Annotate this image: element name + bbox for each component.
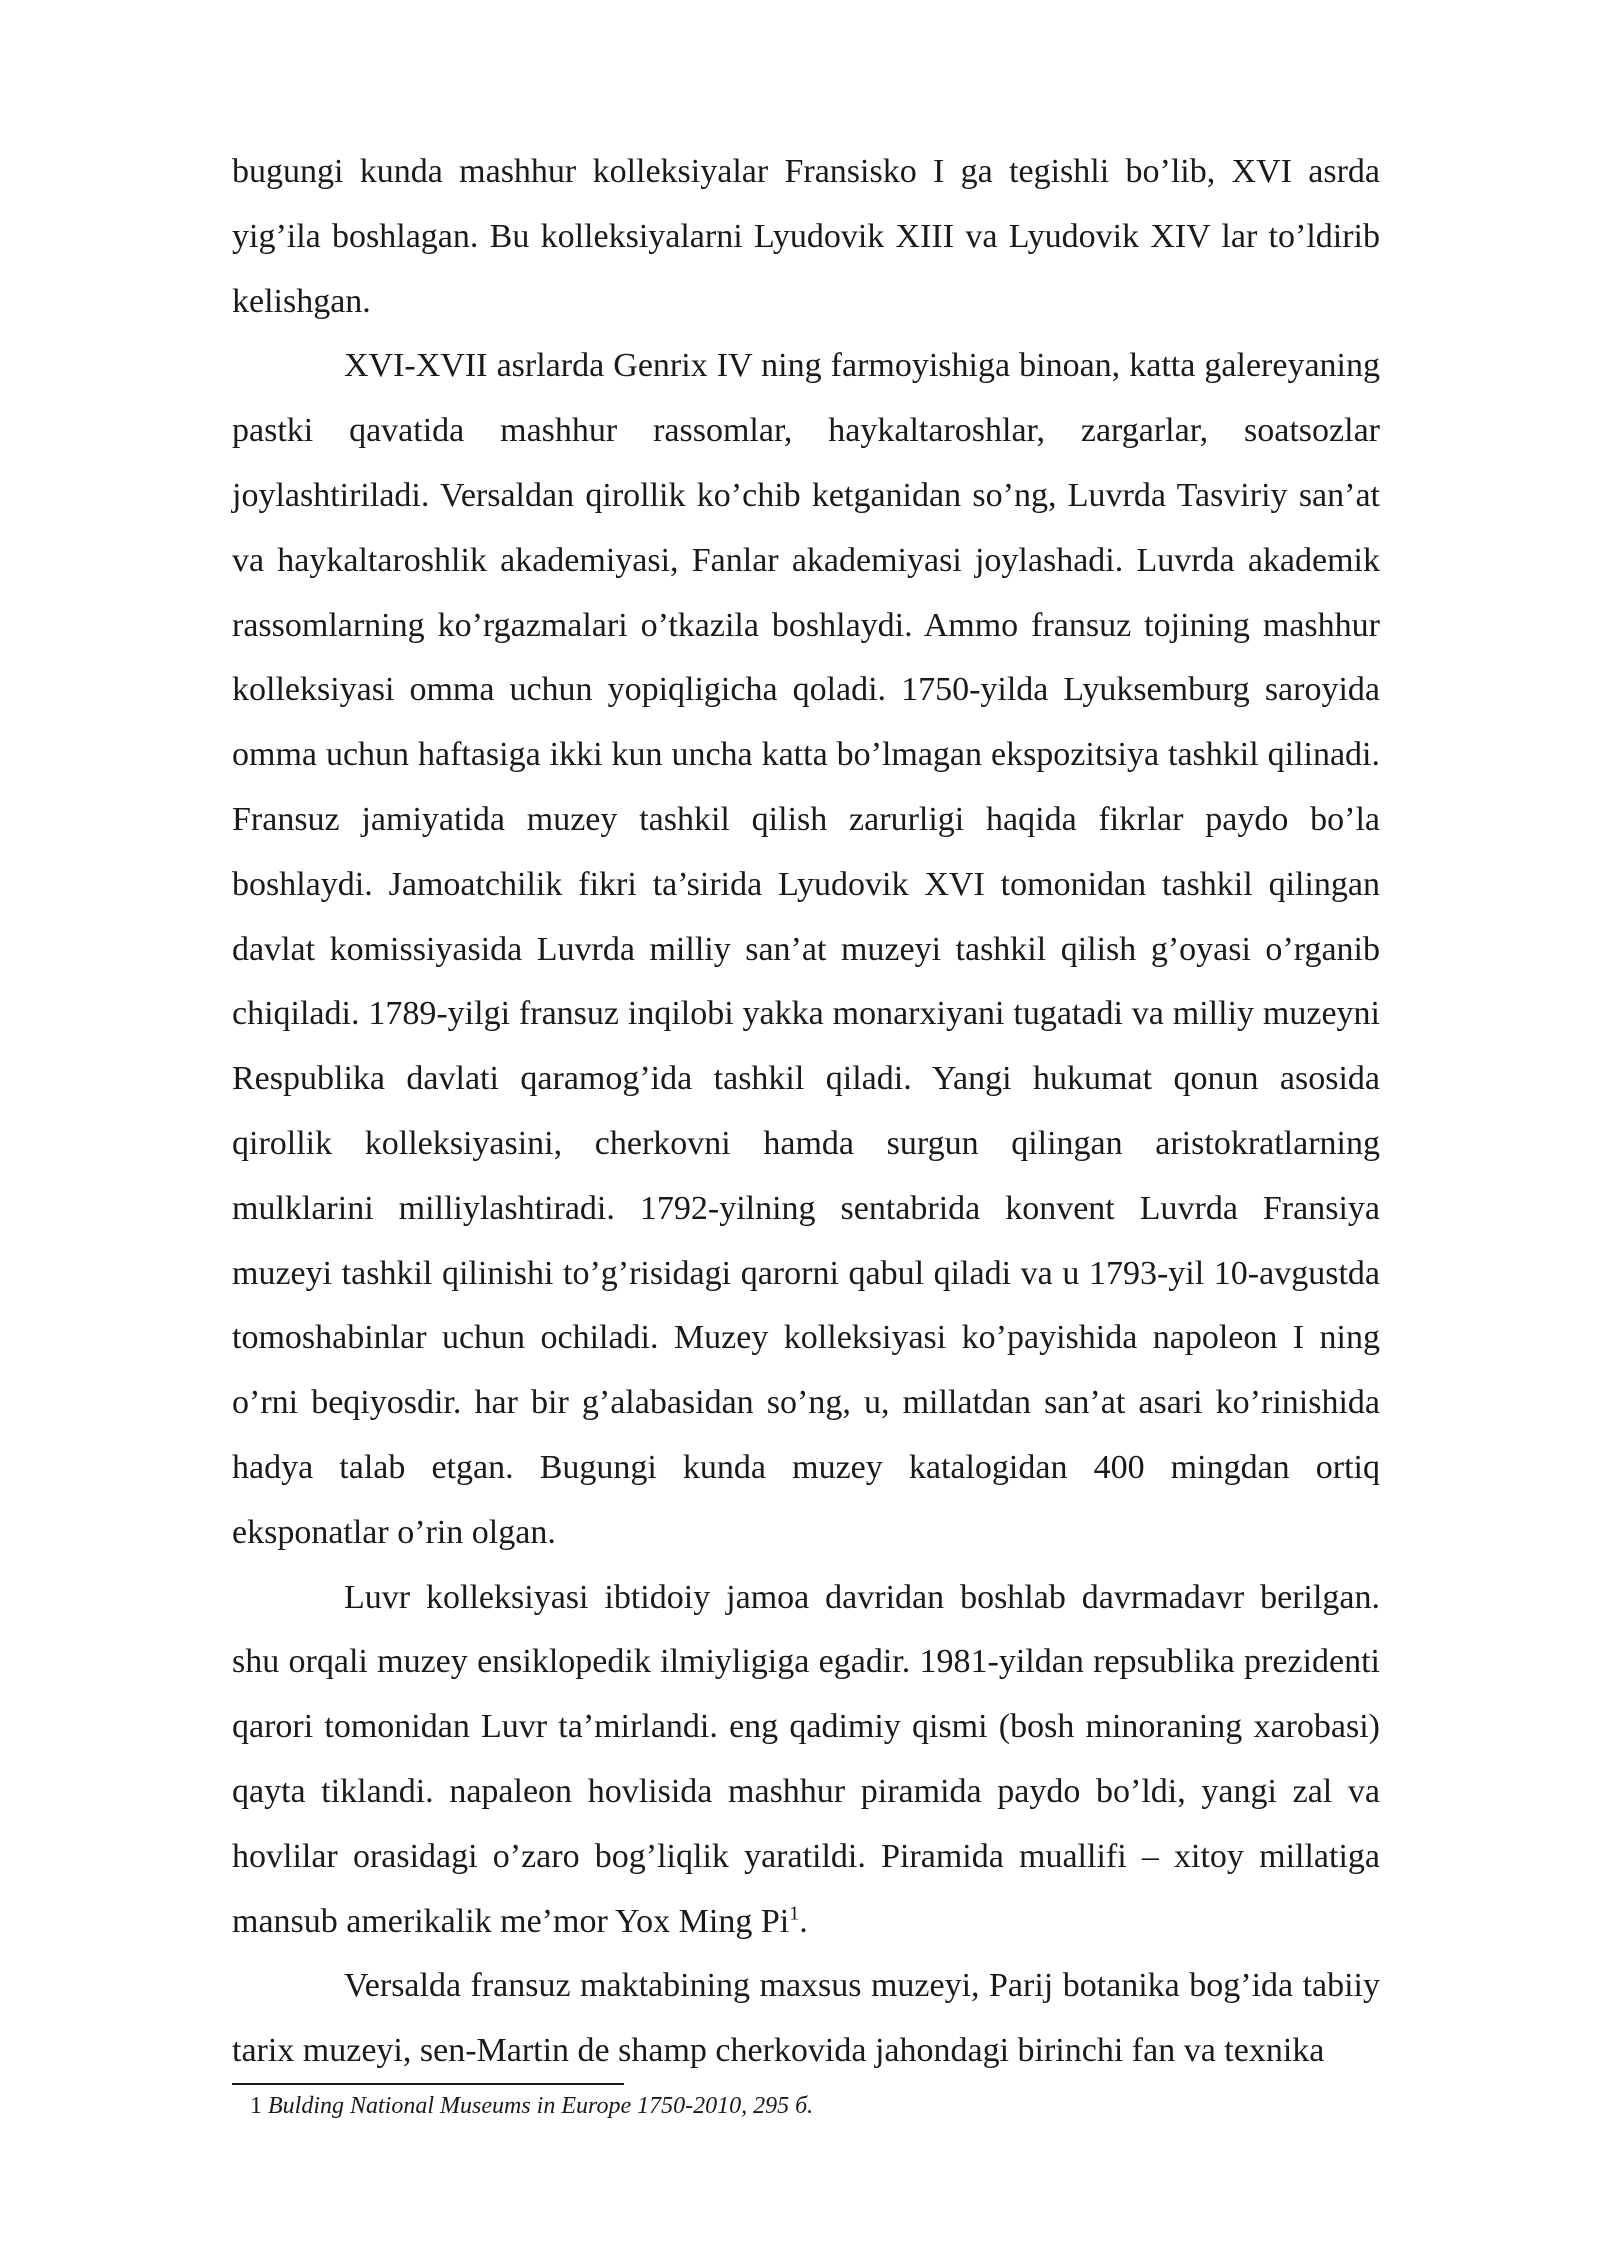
paragraph-2 [232,334,1380,1565]
paragraph-3 [232,1566,1380,1955]
footnote-separator [232,2083,624,2085]
footnote [250,2090,813,2122]
paragraph-1-text: bugungi kunda mashhur kolleksiyalar Fransisko I ga tegishli bo’lib, XVI asrda yig’ila boshlagan. Bu kolleksiyalarni Lyudovik XIII va Lyudovik XIV lar to’ldirib kelishgan. [232,153,1380,320]
document-body [232,140,1380,2084]
paragraph-2-text: XVI-XVII asrlarda Genrix IV ning farmoyishiga binoan, katta galereyaning pastki qavatida mashhur rassomlar, haykaltaroshlar, zargarlar, soatsozlar joylashtiriladi. Versaldan qirollik ko’chib ketganidan so’ng, Luvrda Tasviriy san’at va haykaltaroshlik akademiyasi, Fanlar akademiyasi joylashadi. Luvrda akademik rassomlarning ko’rgazmalari o’tkazila boshlaydi. Ammo fransuz tojining mashhur kolleksiyasi omma uchun yopiqligicha qoladi. 1750-yilda Lyuksemburg saroyida omma uchun haftasiga ikki kun uncha katta bo’lmagan ekspozitsiya tashkil qilinadi. Fransuz jamiyatida muzey tashkil qilish zarurligi haqida fikrlar paydo bo’la boshlaydi. Jamoatchilik fikri ta’sirida Lyudovik XVI tomonidan tashkil qilingan davlat komissiyasida Luvrda milliy san’at muzeyi tashkil qilish g’oyasi o’rganib chiqiladi. 1789-yilgi fransuz inqilobi yakka monarxiyani tugatadi va milliy muzeyni Respublika davlati qaramog’ida tashkil qiladi. Yangi hukumat qonun asosida qirollik kolleksiyasini, cherkovni hamda surgun qilingan aristokratlarning mulklarini milliylashtiradi. 1792-yilning sentabrida konvent Luvrda Fransiya muzeyi tashkil qilinishi to’g’risidagi qarorni qabul qiladi va u 1793-yil 10-avgustda tomoshabinlar uchun ochiladi. Muzey kolleksiyasi ko’payishida napoleon I ning o’rni beqiyosdir. har bir g’alabasidan so’ng, u, millatdan san’at asari ko’rinishida hadya talab etgan. Bugungi kunda muzey katalogidan 400 mingdan ortiq eksponatlar o’rin olgan. [232,347,1380,1551]
paragraph-3-tail: . [799,1902,808,1940]
footnote-reference[interactable]: 1 [789,1902,800,1925]
paragraph-3-text: Luvr kolleksiyasi ibtidoiy jamoa davridan boshlab davrmadavr berilgan. shu orqali muzey ensiklopedik ilmiyligiga egadir. 1981-yildan repsublika prezidenti qarori tomonidan Luvr ta’mirlandi. eng qadimiy qismi (bosh minoraning xarobasi) qayta tiklandi. napaleon hovlisida mashhur piramida paydo bo’ldi, yangi zal va hovlilar orasidagi o’zaro bog’liqlik yaratildi. Piramida muallifi – xitoy millatiga mansub amerikalik me’mor Yox Ming Pi [232,1578,1380,1940]
footnote-number: 1 [250,2093,262,2119]
paragraph-1 [232,140,1380,334]
paragraph-4 [232,1954,1380,2084]
paragraph-4-text: Versalda fransuz maktabining maxsus muzeyi, Parij botanika bog’ida tabiiy tarix muzeyi, sen-Martin de shamp cherkovida jahondagi birinchi fan va texnika [232,1967,1380,2070]
footnote-text: Bulding National Museums in Europe 1750-2010, 295 б. [268,2093,814,2119]
